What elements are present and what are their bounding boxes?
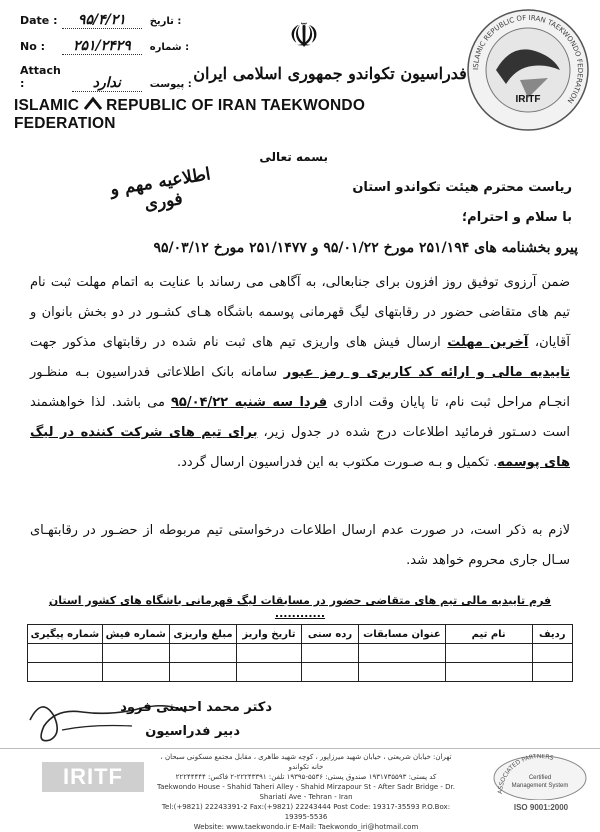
table-cell[interactable]: [28, 644, 103, 663]
footer-address-fa: تهران: خیابان شریعتی ، خیابان شهید میرزاپور ، کوچه شهید طاهری ، مقابل مجتمع مسکونی سبحان ، خانه تکواندو: [160, 753, 452, 771]
col-header-tracking-number: شماره پیگیری: [28, 625, 103, 644]
footer-web-en: Website: www.taekwondo.ir E-Mail: Taekwondo_iri@hotmail.com: [193, 823, 419, 831]
seal-logo-text: IRITF: [515, 94, 541, 105]
body-text-1: ضمن آرزوی توفیق روز افزون برای جنابعالی، به آگاهی می رساند با عنایت به اتمام مهلت ثبت نام تیم های متقاضی حضور در رقابتهای لیگ قهرمانی پوسمه باشگاه هـای کشـور در دو بخش بانوان و آقایان،: [30, 275, 571, 350]
federation-seal: [466, 8, 590, 132]
table-cell[interactable]: [102, 644, 169, 663]
table-cell[interactable]: [532, 644, 572, 663]
table-cell[interactable]: [301, 663, 358, 682]
iso-label: ISO 9001:2000: [513, 803, 569, 812]
body-paragraph: [30, 268, 570, 478]
table-cell[interactable]: [102, 663, 169, 682]
form-table: [27, 624, 573, 682]
federation-seal-icon: [466, 8, 590, 132]
attach-label: Attach :: [20, 64, 61, 90]
table-cell[interactable]: [169, 644, 236, 663]
table-cell[interactable]: [445, 644, 532, 663]
attach-label-fa: پیوست :: [149, 79, 192, 90]
col-header-receipt-number: شماره فیش: [102, 625, 169, 644]
seal-ring-text: ISLAMIC REPUBLIC OF IRAN TAEKWONDO FEDERATION: [471, 13, 585, 105]
cert-text-management: Management System: [511, 783, 569, 789]
number-value: ۲۵۱/۲۴۲۹: [62, 38, 142, 55]
federation-name-en: [14, 96, 464, 132]
number-label: No :: [20, 40, 45, 53]
date-label: Date :: [20, 14, 58, 27]
body-text-4: می باشد. لذا خواهشمند است دسـتور فرمائید اطلاعات درج شده در جدول زیر،: [30, 395, 570, 440]
table-row: [28, 644, 573, 663]
footer-logo: IRITF: [42, 762, 144, 792]
greeting: با سلام و احترام؛: [461, 210, 572, 225]
attach-row: [20, 64, 192, 92]
footer-divider: [0, 748, 600, 749]
col-header-competition: عنوان مسابقات: [359, 625, 446, 644]
number-row: [20, 38, 189, 55]
body-bold-date: فردا سه شنبه ۹۵/۰۴/۲۲: [171, 395, 328, 410]
table-cell[interactable]: [237, 663, 302, 682]
col-header-age-group: رده سنی: [301, 625, 358, 644]
table-cell[interactable]: [169, 663, 236, 682]
addressee: ریاست محترم هیئت تکواندو استان: [352, 180, 572, 195]
body-text-5: . تکمیل و بـه صـورت مکتوب به این فدراسیون ارسال گردد.: [176, 455, 498, 470]
footer-address-block: [156, 752, 456, 832]
date-row: [20, 12, 181, 29]
table-header-row: [28, 625, 573, 644]
table-row: [28, 663, 573, 682]
col-header-amount: مبلغ واریزی: [169, 625, 236, 644]
number-label-fa: شماره :: [149, 42, 190, 53]
table-cell[interactable]: [359, 644, 446, 663]
attach-value: ندارد: [72, 75, 142, 92]
cert-text-certified: Certified: [528, 775, 552, 781]
table-cell[interactable]: [28, 663, 103, 682]
signatory-name: دکتر محمد احسنی فرود: [120, 700, 272, 715]
subject-line: پیرو بخشنامه های ۲۵۱/۱۹۴ مورخ ۹۵/۰۱/۲۲ و ۲۵۱/۱۴۷۷ مورخ ۹۵/۰۳/۱۲: [153, 240, 578, 256]
signatory-title: دبیر فدراسیون: [145, 724, 240, 739]
body-bold-approval: تاییدیه مالی و ارائه کد کاربری و رمز عبور: [283, 365, 570, 380]
certification-badge: [490, 754, 590, 800]
col-header-team-name: نام تیم: [445, 625, 532, 644]
form-title: فرم تاییدیه مالی تیم های متقاضی حضور در مسابقات لیگ قهرمانی باشگاه های کشور استان ............: [48, 594, 552, 620]
table-cell[interactable]: [359, 663, 446, 682]
footer-address-en: Taekwondo House - Shahid Taheri Alley - Shahid Mirzapour St - After Sadr Bridge - Dr. Shariati Ave - Tehran - Iran: [156, 783, 456, 801]
taekwondo-chevron-icon: [84, 96, 102, 115]
date-label-fa: تاریخ :: [149, 16, 182, 27]
table-cell[interactable]: [445, 663, 532, 682]
cert-ring-text: ASSOCIATED PARTNERS: [496, 754, 555, 795]
federation-name-fa: فدراسیون تکواندو جمهوری اسلامی ایران: [193, 64, 467, 83]
body-text-2: ارسال فیش های واریزی تیم های ثبت نام شده در رقابتهای مذکور جهت: [30, 335, 448, 350]
federation-name-en-left: ISLAMIC: [14, 97, 80, 114]
footer-contacts-fa: کد پستی: ۱۹۳۱۷۳۵۵۹۳ صندوق پستی: ۵۵۳۶-۱۹۳۹۵ تلفن: ۲۲۲۴۳۳۹۱-۲ فاکس: ۲۲۲۴۴۴۴۴: [175, 773, 437, 781]
form-table-grid: [27, 624, 573, 682]
federation-name-en-right: REPUBLIC OF IRAN TAEKWONDO FEDERATION: [14, 97, 366, 132]
body-bold-teams: برای تیم های شرکت کننده در لیگ های پوسمه: [30, 425, 570, 470]
footer-phone-en: Tel:(+9821) 22243391-2 Fax:(+9821) 22243444 Post Code: 19317-35593 P.O.Box: 19395-5536: [161, 803, 451, 821]
urgent-stamp: اطلاعیه مهم و فوری: [108, 164, 212, 215]
date-value: ۹۵/۴/۲۱: [62, 12, 142, 29]
col-header-row-number: ردیف: [532, 625, 572, 644]
body-bold-deadline: آخرین مهلت: [447, 335, 529, 350]
table-cell[interactable]: [301, 644, 358, 663]
handwritten-signature: [22, 690, 192, 750]
body-text-3: سامانه بانک اطلاعاتی فدراسیون بـه منظـور انجـام مراحل ثبت نام، تا پایان وقت اداری: [30, 365, 571, 410]
col-header-deposit-date: تاریخ واریز: [237, 625, 302, 644]
note-paragraph: لازم به ذکر است، در صورت عدم ارسال اطلاعات درخواستی تیم مربوطه از حضـور در رقابتهـای سـال جاری محروم خواهد شد.: [30, 523, 570, 568]
iran-emblem-icon: ☫: [288, 16, 320, 56]
basmala: بسمه تعالی: [259, 150, 328, 164]
table-cell[interactable]: [532, 663, 572, 682]
table-cell[interactable]: [237, 644, 302, 663]
